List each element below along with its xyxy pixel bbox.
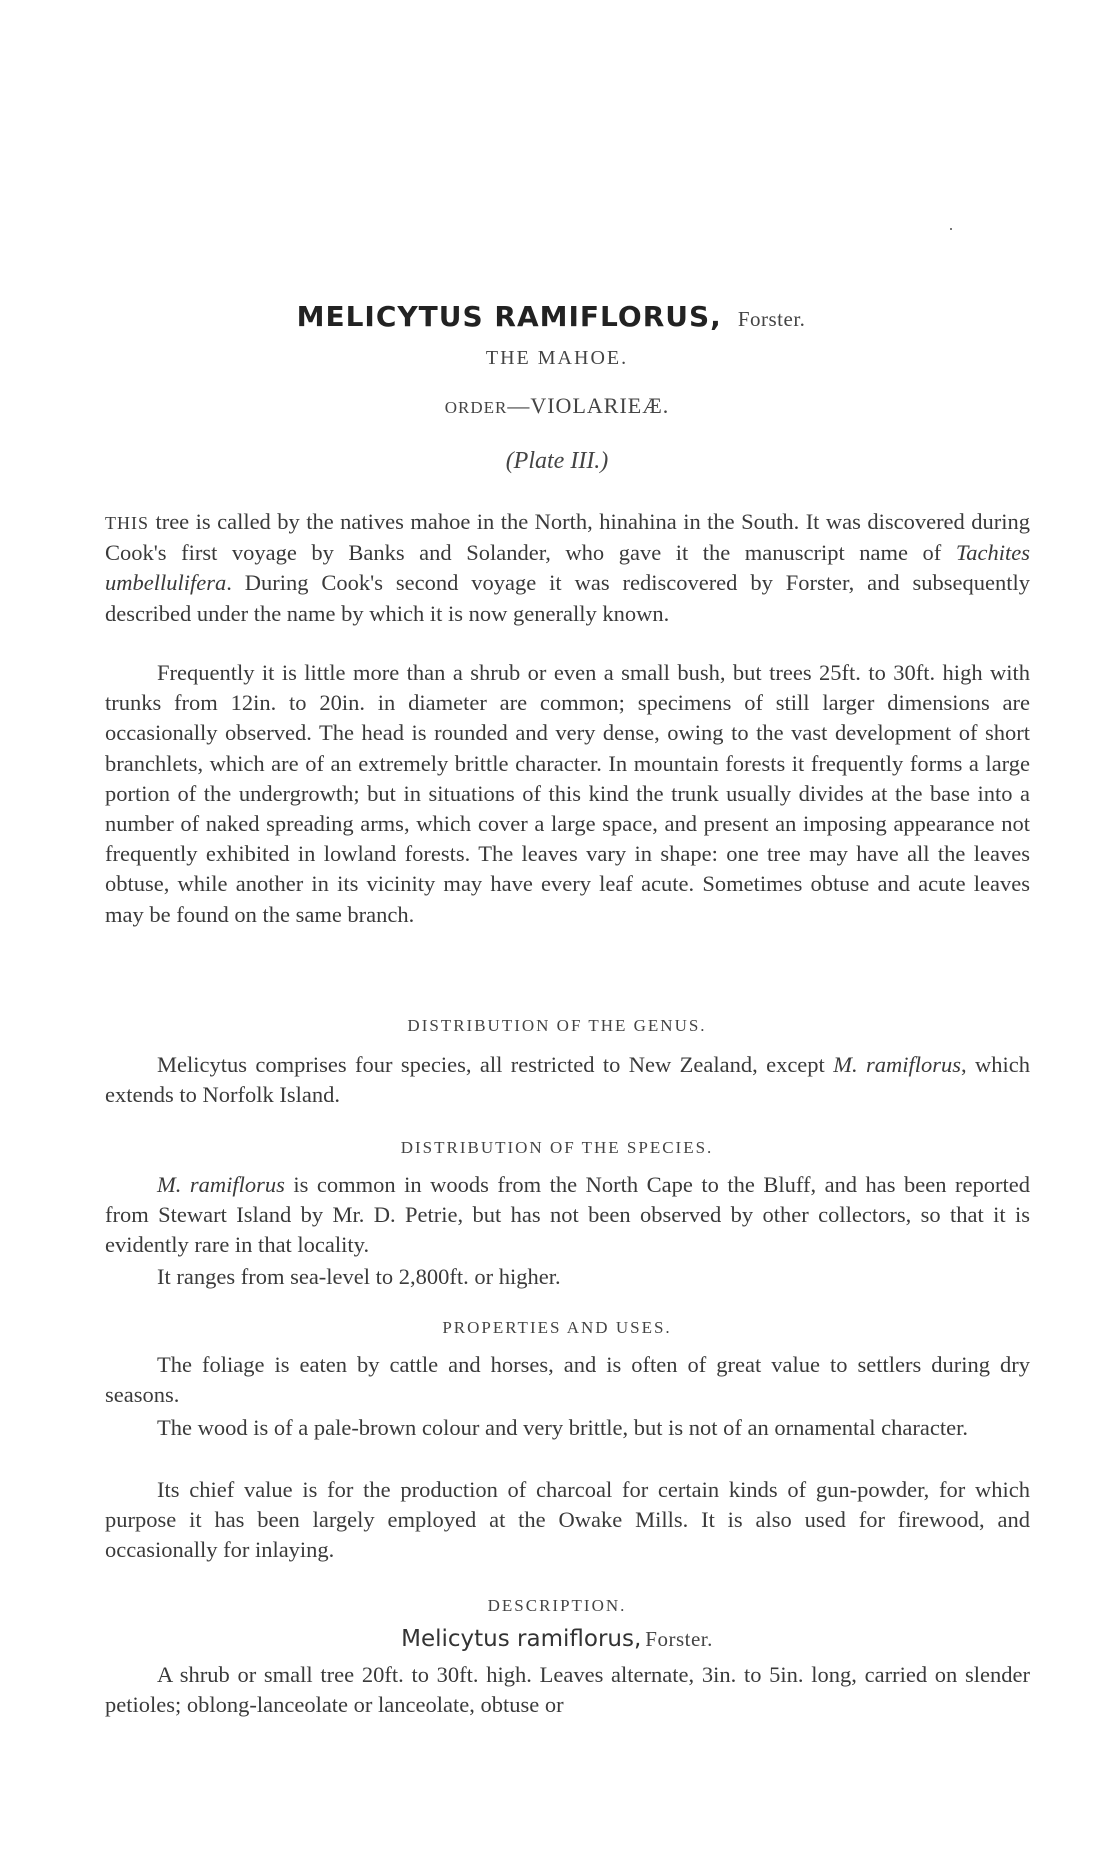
genus-species-italic: M. ramiflorus <box>833 1052 961 1077</box>
species-paragraph-2: It ranges from sea-level to 2,800ft. or higher. <box>157 1264 561 1289</box>
order-name: VIOLARIEÆ. <box>530 393 670 418</box>
description-species-name: Melicytus ramiflorus, <box>401 1626 642 1652</box>
uses-paragraph-2: The wood is of a pale-brown colour and very brittle, but is not of an ornamental character. <box>157 1415 968 1440</box>
species-paragraph-1: M. ramiflorus is common in woods from the North Cape to the Bluff, and has been reported from Stewart Island by Mr. D. Petrie, but has not been observed by other collectors, so that it is evidently rare in that locality. <box>105 1172 1030 1258</box>
speck-mark <box>950 228 952 230</box>
title-author: Forster. <box>737 307 806 331</box>
order-prefix: ORDER <box>444 398 508 417</box>
description-heading: DESCRIPTION. <box>487 1596 627 1615</box>
intro-lead-word: THIS <box>105 513 149 533</box>
intro-paragraph-1: THIS tree is called by the natives mahoe in the North, hinahina in the South. It was discovered during Cook's first voyage by Banks and Solander, who gave it the manuscript name of Tachites umbellulifera. During Cook's second voyage it was rediscovered by Forster, and subsequently described under the name by which it is now generally known. <box>105 509 1030 626</box>
genus-heading: DISTRIBUTION OF THE GENUS. <box>407 1016 707 1035</box>
common-name: THE MAHOE. <box>485 347 629 369</box>
manuscript-name: Tachites umbellulifera <box>105 540 1030 596</box>
uses-paragraph-3: Its chief value is for the production of charcoal for certain kinds of gun-powder, for which purpose it has been largely employed at the Owake Mills. It is also used for firewood, and occasionally for inlaying. <box>105 1477 1030 1563</box>
page-title <box>0 300 1114 333</box>
species-heading: DISTRIBUTION OF THE SPECIES. <box>400 1138 714 1157</box>
order-dash: — <box>507 393 531 418</box>
description-species-author: Forster. <box>645 1627 713 1651</box>
plate-reference: (Plate III.) <box>505 448 609 474</box>
description-paragraph: A shrub or small tree 20ft. to 30ft. high. Leaves alternate, 3in. to 5in. long, carried on slender petioles; oblong-lanceolate or lanceolate, obtuse or <box>105 1662 1030 1718</box>
species-title: MELICYTUS RAMIFLORUS, <box>296 300 722 333</box>
genus-paragraph: Melicytus comprises four species, all restricted to New Zealand, except M. ramiflorus, which extends to Norfolk Island. <box>105 1052 1030 1108</box>
uses-paragraph-1: The foliage is eaten by cattle and horses, and is often of great value to settlers during dry seasons. <box>105 1352 1030 1408</box>
intro-paragraph-2: Frequently it is little more than a shrub or even a small bush, but trees 25ft. to 30ft. high with trunks from 12in. to 20in. in diameter are common; specimens of still larger dimensions are occasionally observed. The head is rounded and very dense, owing to the vast development of short branchlets, which are of an extremely brittle character. In mountain forests it frequently forms a large portion of the undergrowth; but in situations of this kind the trunk usually divides at the base into a number of naked spreading arms, which cover a large space, and present an imposing appearance not frequently exhibited in lowland forests. The leaves vary in shape: one tree may have all the leaves obtuse, while another in its vicinity may have every leaf acute. Sometimes obtuse and acute leaves may be found on the same branch. <box>105 660 1030 927</box>
description-species-line <box>0 1626 1114 1652</box>
species-italic: M. ramiflorus <box>157 1172 285 1197</box>
uses-heading: PROPERTIES AND USES. <box>442 1318 672 1337</box>
order-line <box>0 393 1114 419</box>
